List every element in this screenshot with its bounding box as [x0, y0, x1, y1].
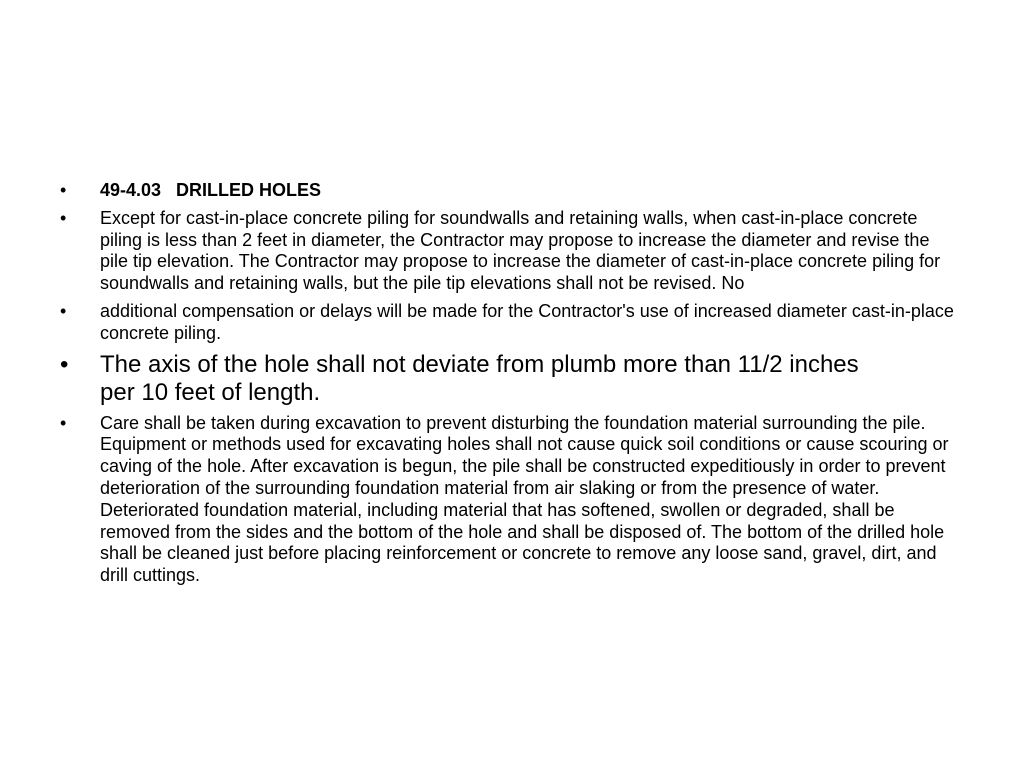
bullet-item [60, 301, 960, 345]
bullet-icon: • [60, 412, 67, 433]
paragraph-text: Except for cast-in-place concrete piling for soundwalls and retaining walls, when cast-in-place concrete piling is less than 2 feet in diameter, the Contractor may propose to increase the diameter and revise the pile tip elevation. The Contractor may propose to increase the diameter of cast-in-place concrete piling for soundwalls and retaining walls, but the pile tip elevations shall not be revised. No [100, 207, 941, 294]
bullet-item [60, 208, 960, 295]
bullet-icon: • [60, 300, 67, 321]
paragraph-text: additional compensation or delays will be made for the Contractor's use of increased diameter cast-in-place concrete piling. [100, 300, 954, 343]
bullet-icon: • [60, 350, 69, 378]
bullet-list [60, 180, 960, 593]
section-heading: 49-4.03 DRILLED HOLES [100, 180, 322, 200]
bullet-item-heading [60, 180, 960, 202]
bullet-icon: • [60, 180, 67, 200]
paragraph-text: Care shall be taken during excavation to prevent disturbing the foundation material surrounding the pile. Equipment or methods used for excavating holes shall not cause quick soil conditions or cause scouring or caving of the hole. After excavation is begun, the pile shall be constructed expeditiously in order to prevent deterioration of the surrounding foundation material from air slaking or from the presence of water. Deteriorated foundation material, including material that has softened, swollen or degraded, shall be removed from the sides and the bottom of the hole and shall be disposed of. The bottom of the drilled hole shall be cleaned just before placing reinforcement or concrete to remove any loose sand, gravel, dirt, and drill cuttings. [100, 412, 949, 586]
bullet-item-emphasis [60, 351, 960, 407]
bullet-item [60, 413, 960, 587]
bullet-icon: • [60, 207, 67, 228]
paragraph-text: The axis of the hole shall not deviate from plumb more than 11/2 inches per 10 feet of length. [100, 350, 859, 406]
